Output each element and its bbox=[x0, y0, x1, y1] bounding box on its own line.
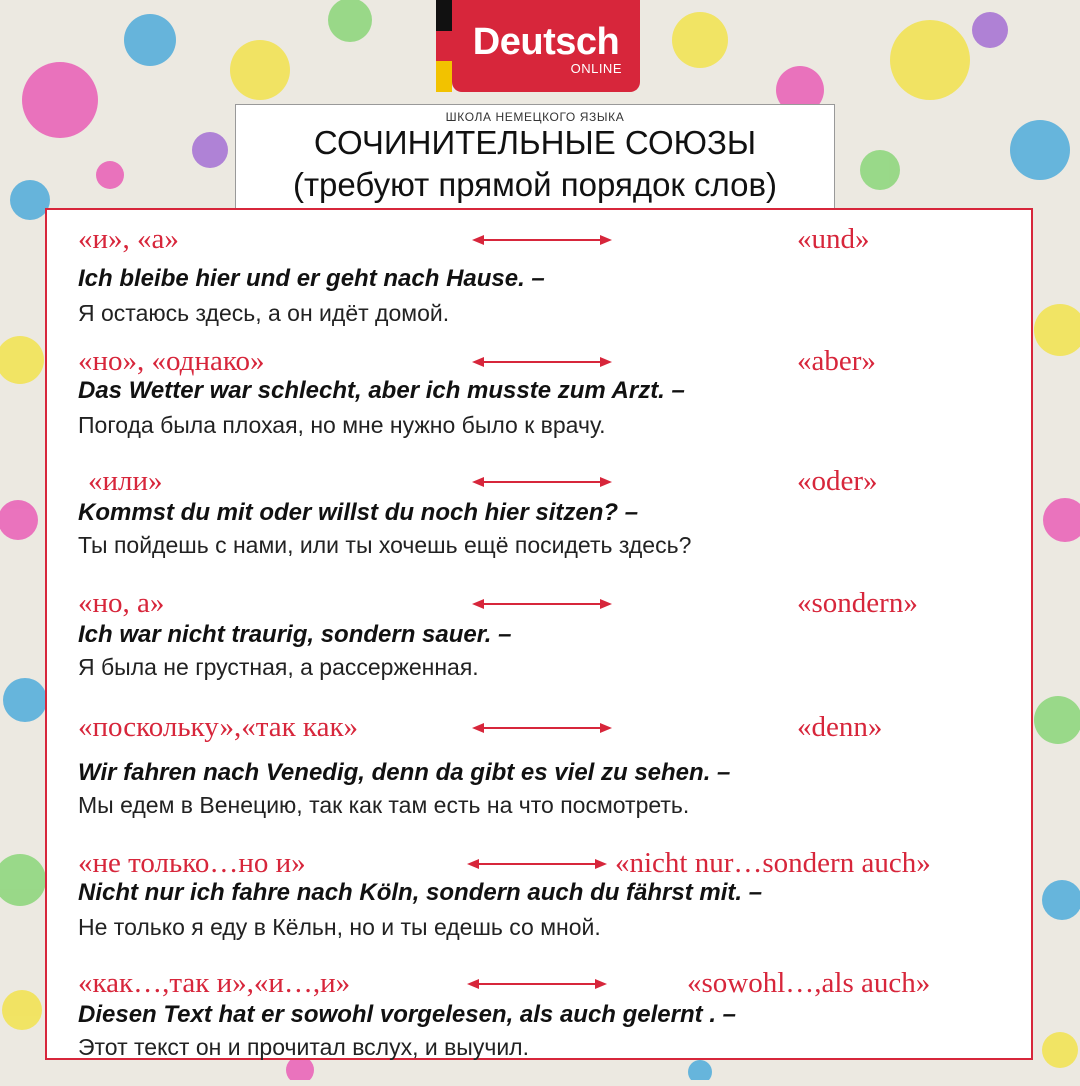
page-title: СОЧИНИТЕЛЬНЫЕ СОЮЗЫ bbox=[313, 124, 757, 161]
german-example: Ich war nicht traurig, sondern sauer. – bbox=[78, 621, 512, 648]
russian-translation: Этот текст он и прочитал вслух, и выучил. bbox=[78, 1034, 529, 1060]
german-conjunction: «denn» bbox=[797, 711, 883, 743]
german-example: Kommst du mit oder willst du noch hier sitzen? – bbox=[78, 499, 639, 526]
german-example: Diesen Text hat er sowohl vorgelesen, als auch gelernt . – bbox=[78, 1001, 736, 1028]
german-flag-icon bbox=[436, 0, 452, 92]
german-example: Ich bleibe hier und er geht nach Hause. – bbox=[78, 265, 545, 292]
german-conjunction: «sowohl…,als auch» bbox=[687, 967, 931, 999]
logo-subtitle: ONLINE bbox=[570, 61, 622, 76]
conjunction-row-denn bbox=[47, 710, 1031, 830]
russian-translation: Не только я еду в Кёльн, но и ты едешь со мной. bbox=[78, 914, 601, 940]
conjunction-row-oder bbox=[47, 464, 1031, 584]
header-box bbox=[235, 104, 835, 212]
page-subtitle: (требуют прямой порядок слов) bbox=[292, 166, 778, 203]
german-conjunction: «nicht nur…sondern auch» bbox=[615, 847, 931, 879]
german-example: Wir fahren nach Venedig, denn da gibt es viel zu sehen. – bbox=[78, 759, 731, 786]
german-conjunction: «und» bbox=[797, 223, 870, 255]
conjunction-row-sowohl bbox=[47, 966, 1031, 1086]
russian-translation: Ты пойдешь с нами, или ты хочешь ещё посидеть здесь? bbox=[78, 532, 692, 558]
double-arrow-icon bbox=[472, 354, 612, 370]
russian-conjunction: «поскольку»,«так как» bbox=[78, 711, 359, 743]
russian-translation: Я остаюсь здесь, а он идёт домой. bbox=[78, 300, 450, 326]
german-conjunction: «aber» bbox=[797, 345, 876, 377]
german-conjunction: «oder» bbox=[797, 465, 878, 497]
double-arrow-icon bbox=[472, 720, 612, 736]
double-arrow-icon bbox=[467, 976, 607, 992]
german-example: Nicht nur ich fahre nach Köln, sondern auch du fährst mit. – bbox=[78, 879, 763, 906]
double-arrow-icon bbox=[472, 232, 612, 248]
double-arrow-icon bbox=[467, 856, 607, 872]
logo-title: Deutsch bbox=[472, 21, 620, 63]
russian-conjunction: «и», «а» bbox=[78, 223, 179, 255]
deutsch-online-logo bbox=[452, 0, 640, 92]
conjunctions-panel bbox=[45, 208, 1033, 1060]
russian-conjunction: «как…,так и»,«и…,и» bbox=[78, 967, 351, 999]
russian-conjunction: «но», «однако» bbox=[78, 345, 265, 377]
german-example: Das Wetter war schlecht, aber ich musste zum Arzt. – bbox=[78, 377, 685, 404]
russian-translation: Мы едем в Венецию, так как там есть на что посмотреть. bbox=[78, 792, 690, 818]
conjunction-row-aber bbox=[47, 344, 1031, 464]
double-arrow-icon bbox=[472, 474, 612, 490]
conjunction-row-nicht-nur bbox=[47, 846, 1031, 966]
conjunction-row-sondern bbox=[47, 586, 1031, 706]
russian-translation: Погода была плохая, но мне нужно было к врачу. bbox=[78, 412, 606, 438]
russian-conjunction: «не только…но и» bbox=[78, 847, 306, 879]
russian-conjunction: «но, а» bbox=[78, 587, 165, 619]
russian-translation: Я была не грустная, а рассерженная. bbox=[78, 654, 479, 680]
russian-conjunction: «или» bbox=[88, 465, 163, 497]
conjunction-row-und bbox=[47, 222, 1031, 342]
double-arrow-icon bbox=[472, 596, 612, 612]
school-label: ШКОЛА НЕМЕЦКОГО ЯЗЫКА bbox=[445, 110, 625, 124]
german-conjunction: «sondern» bbox=[797, 587, 918, 619]
